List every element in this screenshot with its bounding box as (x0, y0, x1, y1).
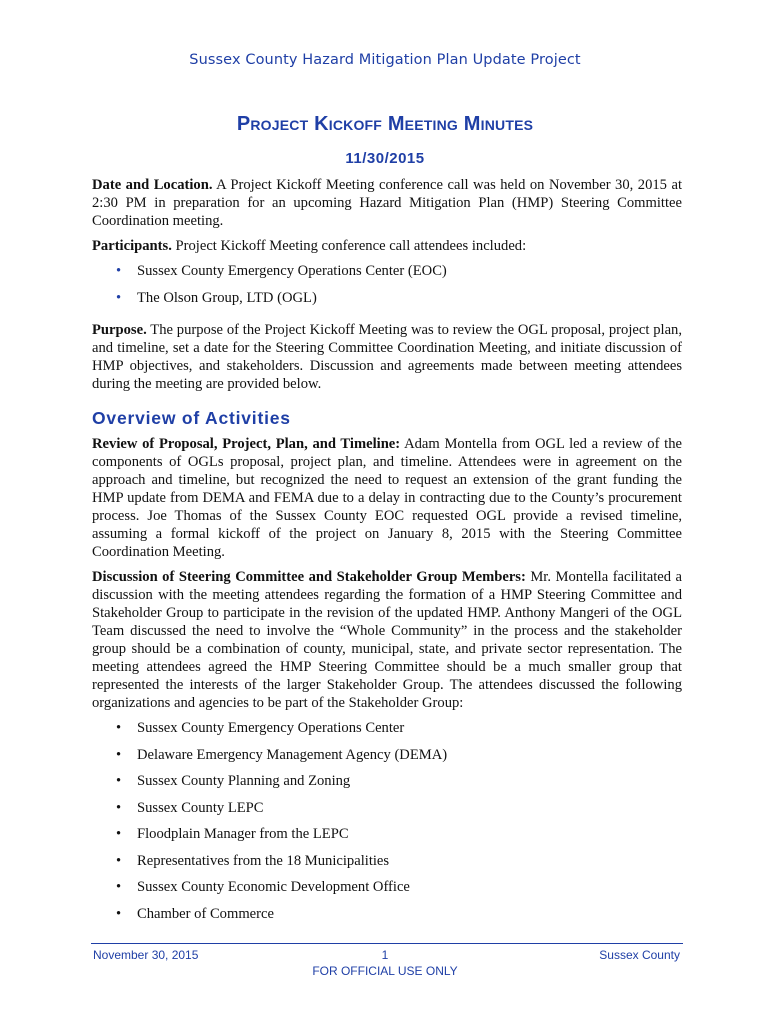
footer-organization: Sussex County (599, 948, 680, 962)
bullet-icon: • (116, 263, 122, 279)
list-item (92, 719, 682, 746)
bullet-icon: • (116, 289, 122, 306)
list-item (92, 825, 682, 852)
date-location-text: A Project Kickoff Meeting conference call was held on November 30, 2015 at 2:30 PM in preparation for an upcoming Hazard Mitigation Plan (HMP) Steering Committee Coordination meeting. (92, 177, 683, 229)
date-location-label: Date and Location. (92, 177, 213, 193)
purpose-label: Purpose. (92, 322, 147, 338)
footer-divider (91, 943, 683, 944)
list-item-text: Chamber of Commerce (137, 905, 274, 922)
footer-date: November 30, 2015 (93, 948, 199, 962)
review-paragraph (92, 435, 682, 561)
bullet-icon: • (116, 720, 122, 736)
participants-text: Project Kickoff Meeting conference call attendees included: (171, 238, 527, 254)
list-item-text: Sussex County Planning and Zoning (137, 773, 351, 789)
purpose-text: The purpose of the Project Kickoff Meeting was to review the OGL proposal, project plan, and timeline, set a date for the Steering Committee Coordination Meeting, and initiate discussion of HMP objectives, and stakeholders. Discussion and agreements made between meeting attendees during the meeting are provided below. (92, 322, 682, 392)
list-item-text: Sussex County LEPC (137, 799, 264, 816)
list-item (92, 746, 682, 773)
list-item (92, 772, 682, 799)
purpose-paragraph (92, 321, 682, 393)
list-item (92, 262, 682, 289)
bullet-icon: • (116, 746, 122, 763)
participants-paragraph (92, 237, 682, 255)
discussion-text: Mr. Montella facilitated a discussion with the meeting attendees regarding the formation of a HMP Steering Committee and Stakeholder Group to participate in the revision of the updated HMP. Anthony Mangeri of the OGL Team discussed the need to involve the “Whole Community” in the process and the stakeholder group should be a combination of county, municipal, state, and private sector representation. The meeting attendees agreed the HMP Steering Committee should be a much smaller group that represented the interests of the larger Stakeholder Group. The attendees discussed the following organizations and agencies to be part of the Stakeholder Group: (92, 569, 682, 711)
review-text: Adam Montella from OGL led a review of the components of OGLs proposal, project plan, and timeline. Attendees were in agreement on the approach and timeline, but recognized the need to request an extension of the grant funding the HMP update from DEMA and FEMA due to a delay in contracting due to the County’s procurement process. Joe Thomas of the Sussex County EOC requested OGL provide a revised timeline, assuming a formal kickoff of the project on January 8, 2015 with the Steering Committee Coordination Meeting. (92, 436, 683, 560)
running-header: Sussex County Hazard Mitigation Plan Update Project (189, 52, 581, 68)
bullet-icon: • (116, 879, 122, 895)
list-item (92, 799, 682, 826)
list-item-text: Sussex County Economic Development Office (137, 879, 410, 895)
participants-label: Participants. (92, 238, 172, 254)
list-item (92, 289, 682, 316)
bullet-icon: • (116, 799, 122, 816)
discussion-label: Discussion of Steering Committee and Stakeholder Group Members: (92, 569, 526, 585)
page-title: Project Kickoff Meeting Minutes (236, 113, 534, 135)
list-item (92, 905, 682, 932)
list-item-text: Floodplain Manager from the LEPC (137, 826, 349, 842)
list-item-text: Representatives from the 18 Municipalities (137, 852, 390, 869)
list-item (92, 852, 682, 879)
stakeholder-list (92, 719, 682, 931)
date-location-paragraph (92, 176, 682, 230)
overview-heading: Overview of Activities (92, 408, 291, 428)
participants-list (92, 262, 682, 315)
bullet-icon: • (116, 826, 122, 842)
classification-notice: FOR OFFICIAL USE ONLY (312, 964, 458, 978)
bullet-icon: • (116, 852, 122, 869)
bullet-icon: • (116, 905, 122, 922)
list-item-text: Sussex County Emergency Operations Center (137, 720, 405, 736)
document-body (92, 176, 682, 937)
list-item-text: The Olson Group, LTD (OGL) (137, 289, 317, 306)
list-item-text: Sussex County Emergency Operations Center (EOC) (137, 263, 447, 279)
bullet-icon: • (116, 773, 122, 789)
page-number: 1 (381, 948, 389, 962)
list-item-text: Delaware Emergency Management Agency (DEMA) (137, 746, 448, 763)
review-label: Review of Proposal, Project, Plan, and Timeline: (92, 436, 401, 452)
list-item (92, 878, 682, 905)
discussion-paragraph (92, 568, 682, 712)
meeting-date: 11/30/2015 (345, 150, 425, 167)
